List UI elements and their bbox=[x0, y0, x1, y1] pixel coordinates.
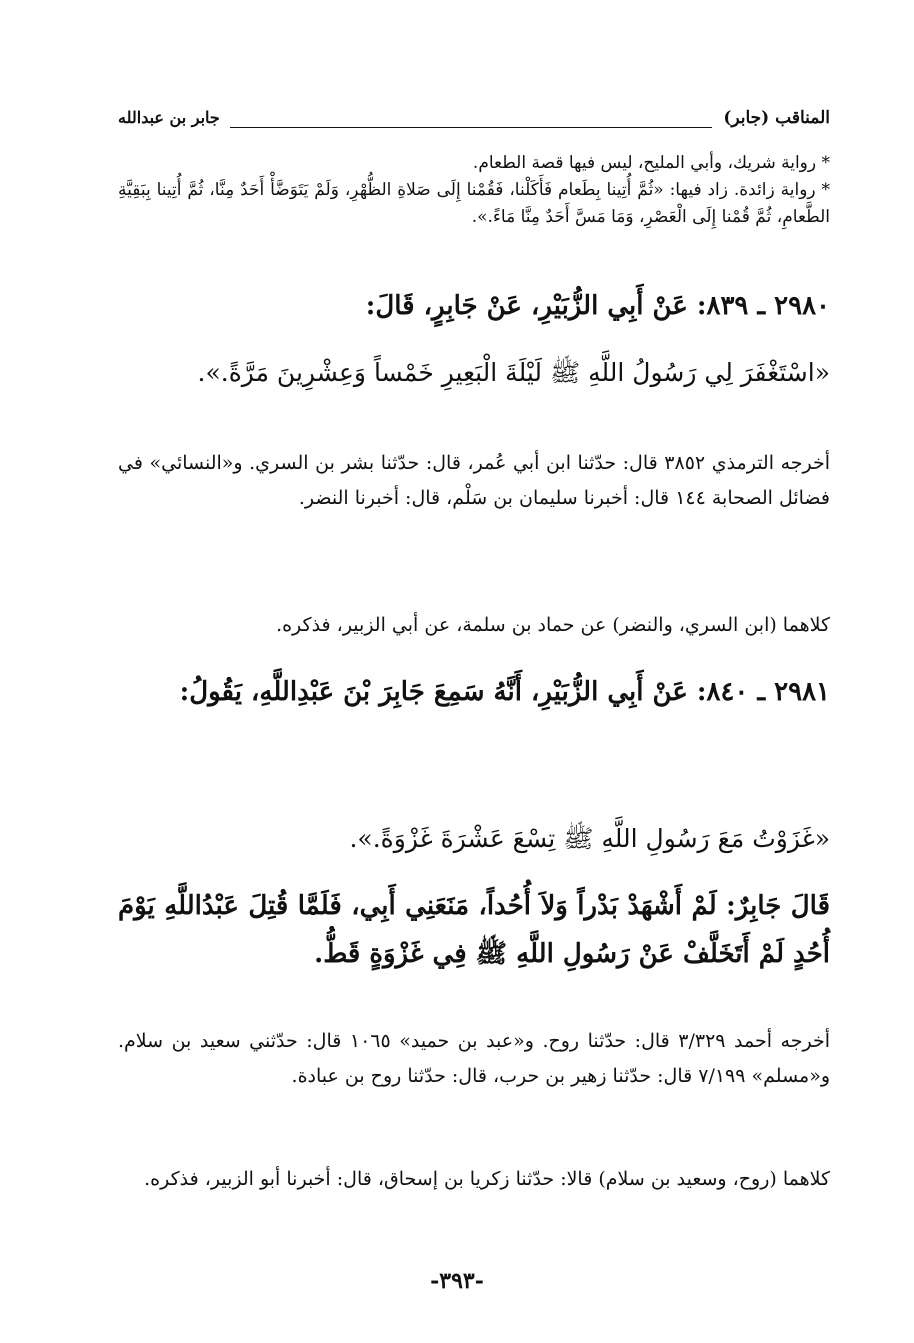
chapter-title: جابر بن عبدالله bbox=[118, 108, 220, 127]
hadith-2980-heading: ٢٩٨٠ ـ ٨٣٩: عَنْ أَبِي الزُّبَيْرِ، عَنْ جَابِرٍ، قَالَ: bbox=[365, 291, 830, 321]
hadith-2981-jabir-saying: قَالَ جَابِرٌ: لَمْ أَشْهَدْ بَدْراً وَلاَ أُحُداً، مَنَعَنِي أَبِي، فَلَمَّا قُتِلَ عَبْدُاللَّهِ يَوْمَ أُحُدٍ لَمْ أَتَخَلَّفْ عَنْ رَسُولِ اللَّهِ ﷺ فِي غَزْوَةٍ قَطُّ. bbox=[118, 891, 830, 969]
hadith-2981-text: «غَزَوْتُ مَعَ رَسُولِ اللَّهِ ﷺ تِسْعَ عَشْرَةَ غَزْوَةً.». bbox=[349, 824, 830, 853]
hadith-2980-text: «اسْتَغْفَرَ لِي رَسُولُ اللَّهِ ﷺ لَيْلَةَ الْبَعِيرِ خَمْساً وَعِشْرِينَ مَرَّةً.». bbox=[197, 358, 830, 387]
takhrij-2980-paragraph-1: أخرجه الترمذي ٣٨٥٢ قال: حدّثنا ابن أبي عُمر، قال: حدّثنا بشر بن السري. و«النسائي» في فضائل الصحابة ١٤٤ قال: أخبرنا سليمان بن سَلْم، قال: أخبرنا النضر. bbox=[118, 452, 831, 509]
section-title: المناقب (جابر) bbox=[723, 108, 830, 128]
takhrij-2980-paragraph-2: كلاهما (ابن السري، والنضر) عن حماد بن سلمة، عن أبي الزبير، فذكره. bbox=[276, 614, 830, 636]
variant-note-1: * رواية شريك، وأبي المليح، ليس فيها قصة الطعام. bbox=[472, 153, 830, 173]
page-header bbox=[118, 108, 830, 138]
page-number: -٣٩٣- bbox=[430, 1268, 484, 1294]
variant-notes bbox=[118, 150, 830, 231]
hadith-2981-heading: ٢٩٨١ ـ ٨٤٠: عَنْ أَبِي الزُّبَيْرِ، أَنَّهُ سَمِعَ جَابِرَ بْنَ عَبْدِاللَّهِ، يَقُولُ: bbox=[179, 677, 830, 707]
variant-note-2: * رواية زائدة. زاد فيها: «ثُمَّ أُتِينا بِطَعام فَأَكَلْنا، فَقُمْنا إِلَى صَلاةِ الظُّهْرِ، وَلَمْ يَتَوَضَّأْ أَحَدٌ مِنَّا، ثُمَّ أُتِينا بِبَقِيَّةِ الطَّعامِ، ثُمَّ قُمْنا إِلَى الْعَصْرِ، وَمَا مَسَّ أَحَدٌ مِنَّا مَاءً.». bbox=[118, 180, 830, 227]
takhrij-2981-paragraph-2: كلاهما (روح، وسعيد بن سلام) قالا: حدّثنا زكريا بن إسحاق، قال: أخبرنا أبو الزبير، فذكره. bbox=[144, 1168, 830, 1190]
takhrij-2981-paragraph-1: أخرجه أحمد ٣/٣٢٩ قال: حدّثنا روح. و«عبد بن حميد» ١٠٦٥ قال: حدّثني سعيد بن سلام. و«مسلم» ٧/١٩٩ قال: حدّثنا زهير بن حرب، قال: حدّثنا روح بن عبادة. bbox=[118, 1030, 830, 1087]
header-rule bbox=[230, 127, 712, 128]
